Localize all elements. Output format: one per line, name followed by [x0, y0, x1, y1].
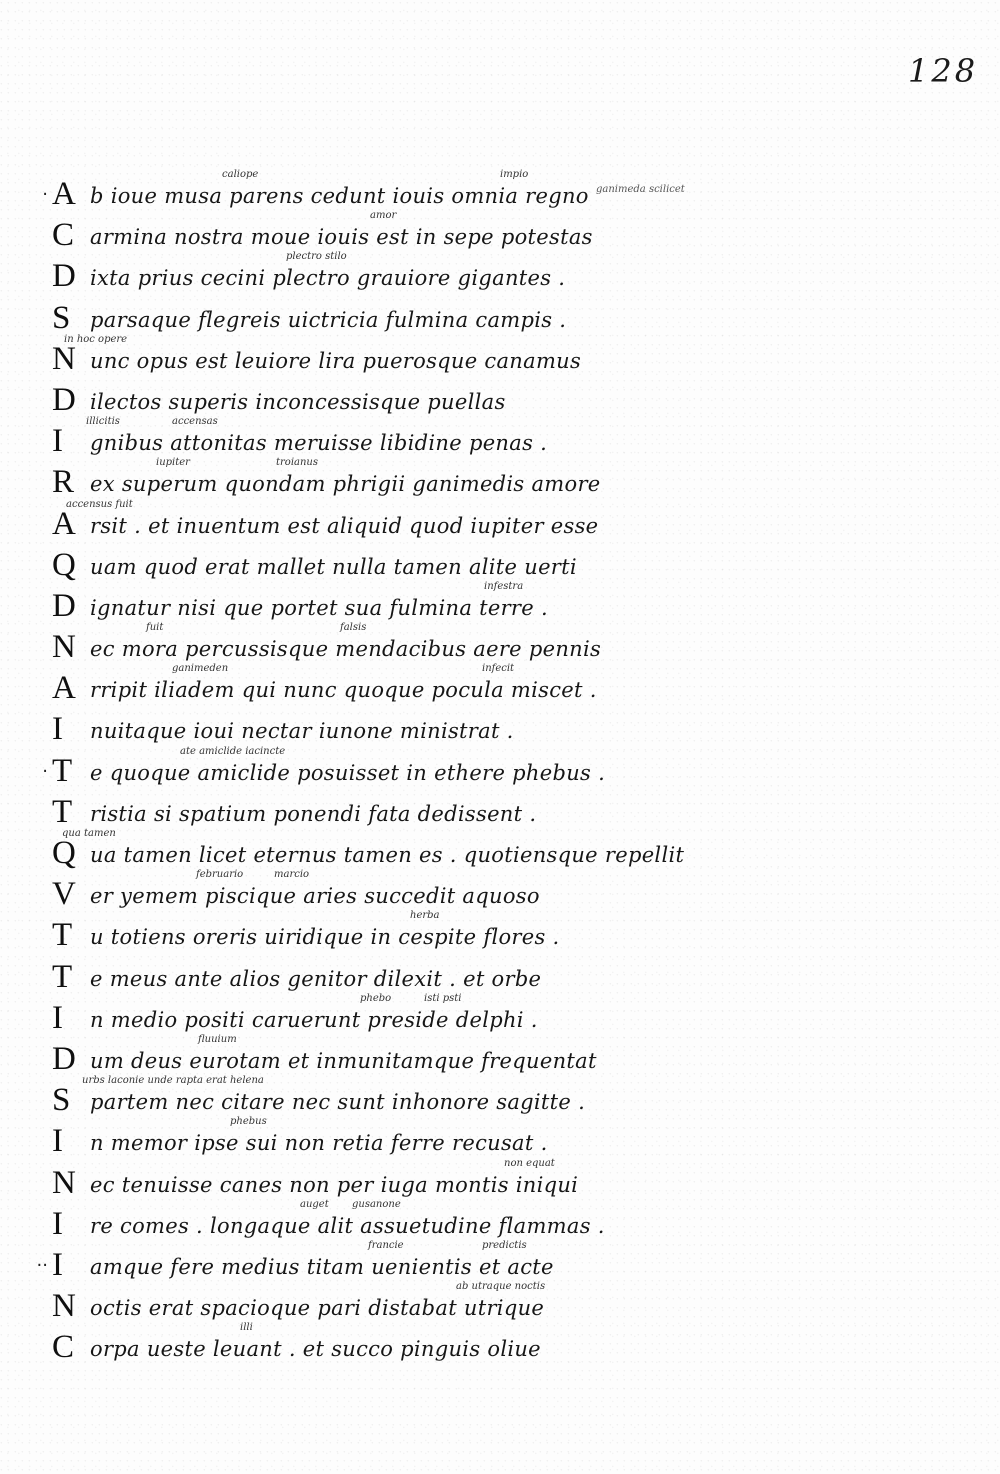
verse-initial: Q [52, 546, 76, 583]
interlinear-gloss: isti psti [424, 992, 462, 1004]
verse-text: ua tamen licet eternus tamen es . quotiensque repellit [90, 843, 685, 867]
interlinear-gloss: plectro stilo [286, 251, 347, 263]
verse-line [0, 1241, 1000, 1282]
verse-initial: T [52, 752, 73, 789]
verse-initial: I [52, 711, 63, 748]
verse-line [0, 335, 1000, 376]
verse-text: partem nec citare nec sunt inhonore sagitte . [90, 1090, 586, 1115]
verse-text: uam quod erat mallet nulla tamen alite uerti [90, 554, 577, 579]
verse-text: b ioue musa parens cedunt iouis omnia regno [90, 184, 589, 208]
verse-initial: I [52, 1246, 63, 1283]
verse-initial: A [52, 670, 76, 707]
verse-text: e quoque amiclide posuisset in ethere phebus . [90, 760, 606, 785]
verse-line [0, 1035, 1000, 1076]
interlinear-gloss: infestra [484, 580, 524, 592]
interlinear-gloss: amor [370, 210, 397, 222]
interlinear-gloss: ganimeden [172, 663, 229, 675]
verse-text: armina nostra moue iouis est in sepe potestas [90, 225, 593, 250]
verse-text: ilectos superis inconcessisque puellas [90, 389, 506, 414]
interlinear-gloss: illicitis [86, 416, 120, 428]
verse-text: rripit iliadem qui nunc quoque pocula miscet . [90, 678, 597, 703]
verse-text: gnibus attonitas meruisse libidine penas . [90, 431, 548, 456]
interlinear-gloss: marcio [274, 869, 310, 881]
verse-text: unc opus est leuiore lira puerosque canamus [90, 348, 582, 373]
verse-list [0, 170, 1000, 1364]
verse-text: n memor ipse sui non retia ferre recusat . [90, 1131, 548, 1156]
interlinear-gloss: non equat [504, 1157, 555, 1169]
verse-line [0, 664, 1000, 705]
verse-initial: N [52, 1164, 76, 1201]
verse-text: nuitaque ioui nectar iunone ministrat . [90, 719, 514, 744]
verse-initial: I [52, 999, 63, 1036]
verse-line [0, 953, 1000, 994]
verse-line [0, 500, 1000, 541]
interlinear-gloss: ate amiclide iacincte [180, 745, 286, 757]
verse-line [0, 870, 1000, 911]
verse-text: e meus ante alios genitor dilexit . et orbe [90, 966, 542, 991]
verse-line [0, 294, 1000, 335]
interlinear-gloss: iupiter [156, 457, 190, 469]
verse-initial: S [52, 1082, 71, 1119]
verse-line [0, 376, 1000, 417]
interlinear-gloss: februario [196, 869, 244, 881]
verse-initial: A [52, 505, 76, 542]
verse-line [0, 623, 1000, 664]
verse-line [0, 911, 1000, 952]
margin-mark: · [42, 760, 48, 782]
verse-line [0, 252, 1000, 293]
verse-line [0, 705, 1000, 746]
verse-initial: S [52, 299, 71, 336]
verse-text: n medio positi caruerunt preside delphi . [90, 1007, 538, 1032]
verse-text: rsit . et inuentum est aliquid quod iupiter esse [90, 513, 599, 538]
verse-line [0, 994, 1000, 1035]
margin-mark: ·· [36, 1254, 48, 1276]
interlinear-gloss: herba [410, 910, 440, 922]
verse-initial: Q [52, 835, 76, 871]
verse-text: ignatur nisi que portet sua fulmina terre . [90, 595, 548, 620]
verse-line [0, 458, 1000, 499]
interlinear-gloss: in hoc opere [64, 333, 128, 345]
verse-text: ec tenuisse canes non per iuga montis iniqui [90, 1172, 579, 1197]
verse-initial: C [52, 217, 75, 254]
verse-text: ristia si spatium ponendi fata dedissent . [90, 801, 537, 826]
verse-initial: V [52, 876, 76, 913]
verse-initial: T [52, 958, 73, 995]
verse-text: orpa ueste leuant . et succo pinguis oliue [90, 1337, 541, 1362]
interlinear-gloss: caliope [222, 169, 259, 180]
interlinear-gloss: predictis [482, 1239, 527, 1251]
verse-text: amque fere medius titam uenientis et acte [90, 1254, 554, 1279]
verse-line [0, 1117, 1000, 1158]
verse-initial: D [52, 1040, 76, 1077]
verse-initial: C [52, 1329, 75, 1366]
verse-initial: R [52, 464, 75, 501]
interlinear-gloss: auget [300, 1198, 329, 1210]
verse-text: er yemem piscique aries succedit aquoso [90, 884, 540, 909]
verse-initial: N [52, 340, 76, 377]
verse-text: ixta prius cecini plectro grauiore gigantes . [90, 266, 566, 291]
verse-initial: I [52, 1205, 63, 1242]
verse-text: octis erat spacioque pari distabat utrique [90, 1296, 545, 1321]
folio-number: 128 [908, 52, 979, 90]
interlinear-gloss: illi [240, 1322, 253, 1334]
verse-line [0, 1282, 1000, 1323]
verse-initial: D [52, 381, 76, 418]
margin-mark: · [42, 184, 48, 205]
interlinear-gloss: gusanone [352, 1198, 401, 1210]
verse-line [0, 211, 1000, 252]
verse-line [0, 1200, 1000, 1241]
verse-line [0, 582, 1000, 623]
interlinear-gloss: accensas [172, 416, 218, 428]
verse-initial: N [52, 629, 76, 666]
verse-line [0, 1323, 1000, 1364]
verse-initial: D [52, 258, 76, 295]
verse-line [0, 1076, 1000, 1117]
interlinear-gloss: infecit [482, 663, 515, 675]
interlinear-gloss: phebus [230, 1116, 267, 1128]
interlinear-gloss: falsis [340, 622, 367, 634]
verse-initial: D [52, 587, 76, 624]
verse-text: ex superum quondam phrigii ganimedis amore [90, 472, 601, 497]
verse-initial: A [52, 176, 76, 212]
verse-text: parsaque flegreis uictricia fulmina campis . [90, 307, 567, 332]
margin-gloss: ganimeda scilicet [596, 184, 685, 195]
interlinear-gloss: accensus fuit [66, 498, 133, 510]
verse-line [0, 747, 1000, 788]
interlinear-gloss: fluuium [198, 1033, 237, 1045]
verse-initial: N [52, 1288, 76, 1325]
interlinear-gloss: francie [368, 1239, 404, 1251]
verse-line [0, 417, 1000, 458]
verse-line [0, 541, 1000, 582]
verse-line [0, 829, 1000, 870]
interlinear-gloss: ab utraque noctis [456, 1281, 546, 1293]
interlinear-gloss: impio [500, 169, 529, 180]
interlinear-gloss: qua tamen [62, 828, 116, 839]
interlinear-gloss: phebo [360, 992, 392, 1004]
verse-initial: T [52, 917, 73, 954]
verse-initial: I [52, 423, 63, 460]
verse-text: re comes . longaque alit assuetudine flammas . [90, 1213, 605, 1238]
interlinear-gloss: troianus [276, 457, 318, 469]
interlinear-gloss: fuit [146, 622, 164, 634]
verse-text: um deus eurotam et inmunitamque frequentat [90, 1048, 597, 1073]
verse-line [0, 1159, 1000, 1200]
verse-line [0, 788, 1000, 829]
verse-text: u totiens oreris uiridique in cespite flores . [90, 925, 560, 950]
verse-initial: I [52, 1123, 63, 1160]
verse-line [0, 170, 1000, 211]
interlinear-gloss: urbs laconie unde rapta erat helena [82, 1075, 264, 1087]
verse-text: ec mora percussisque mendacibus aere pennis [90, 637, 602, 662]
verse-initial: T [52, 793, 73, 830]
